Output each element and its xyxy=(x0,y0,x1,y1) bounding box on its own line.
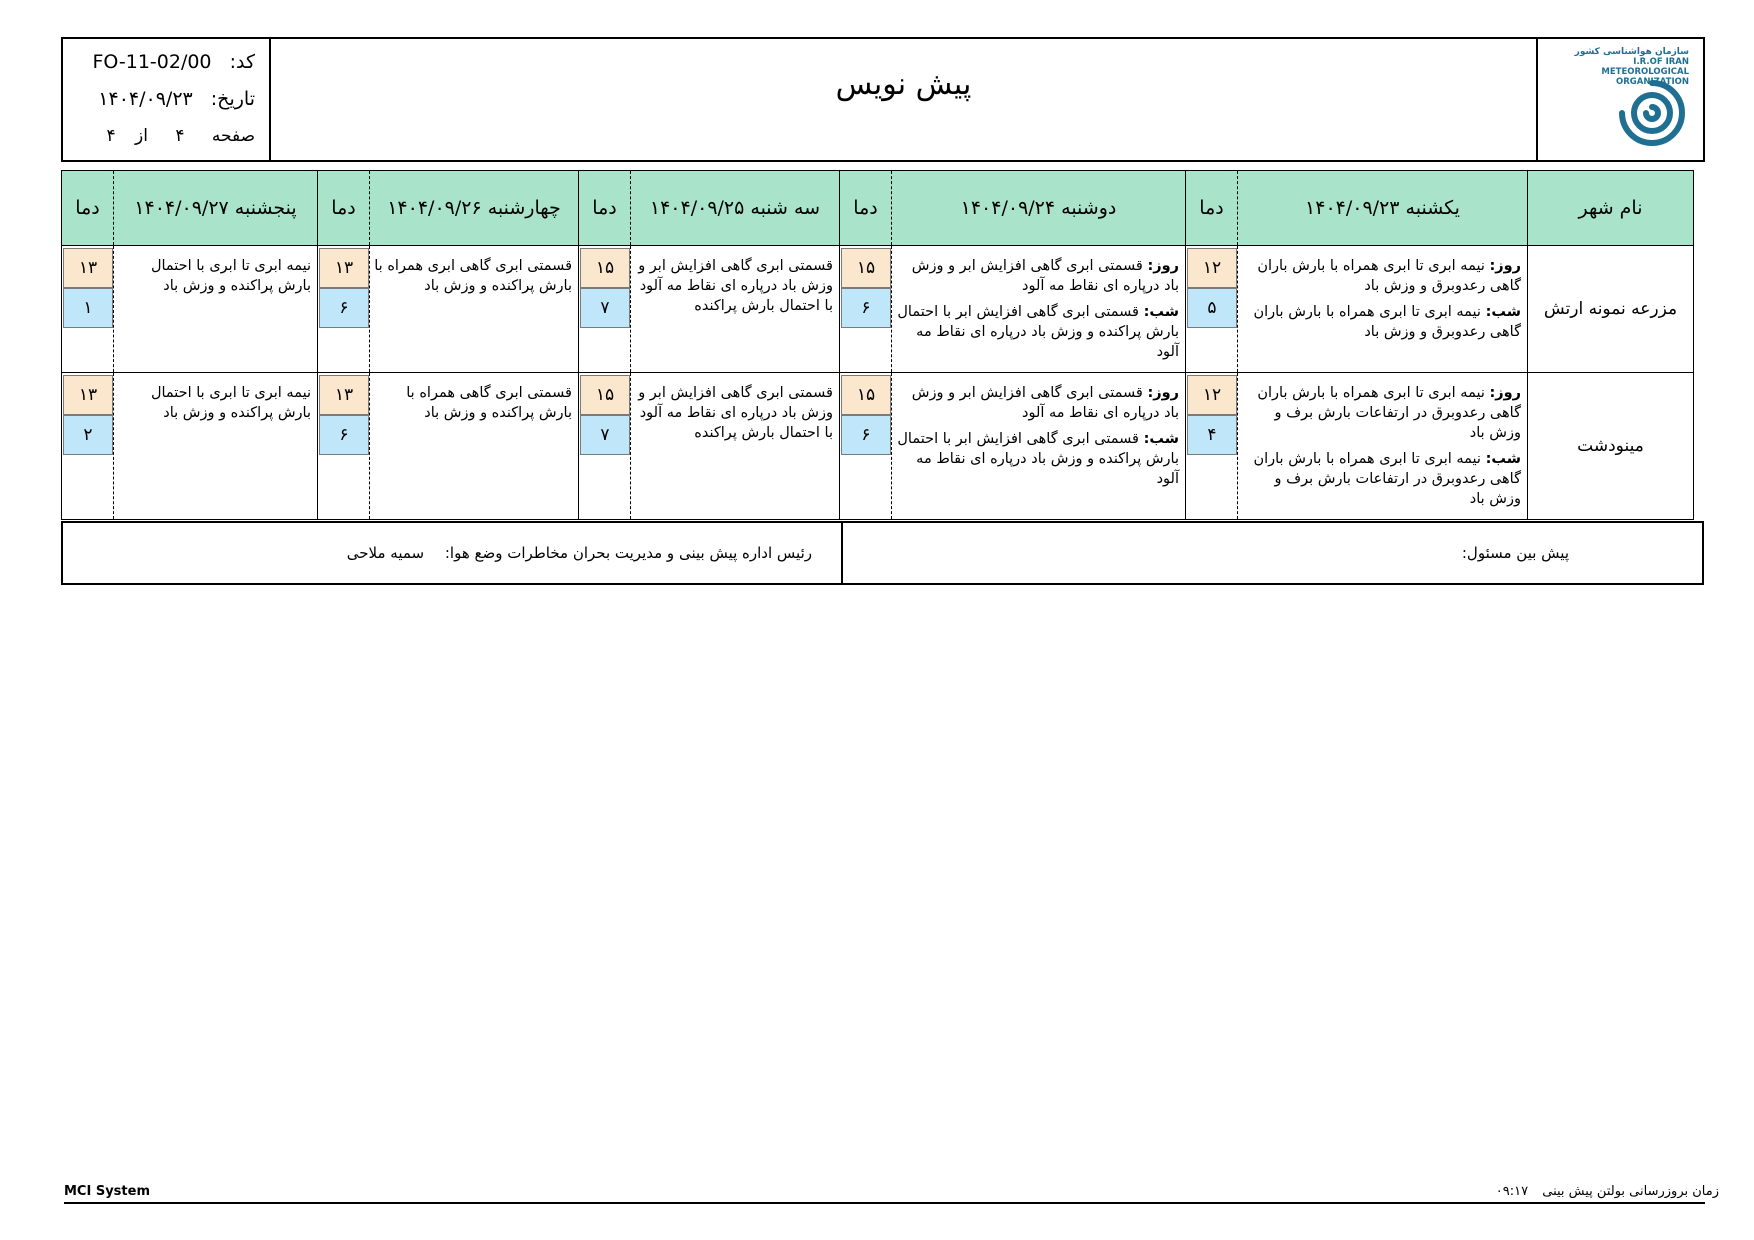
city-name: مزرعه نمونه ارتش xyxy=(1528,246,1694,373)
forecast-text: نیمه ابری تا ابری با احتمال بارش پراکنده و وزش باد xyxy=(150,258,311,294)
page-title: پیش نویس xyxy=(835,67,972,102)
code-label: کد: xyxy=(229,51,255,73)
temperature-cell xyxy=(840,246,892,373)
logo-line1: I.R.OF IRAN xyxy=(1633,57,1689,67)
max-temp: ۱۵ xyxy=(580,248,630,288)
min-temp: ۶ xyxy=(841,288,891,328)
min-temp: ۷ xyxy=(580,415,630,455)
max-temp: ۱۲ xyxy=(1187,248,1237,288)
day-label: روز: xyxy=(1489,258,1521,274)
max-temp: ۱۵ xyxy=(580,375,630,415)
table-row xyxy=(62,246,1694,373)
temp-header-5: دما xyxy=(62,171,114,246)
forecast-text: قسمتی ابری گاهی ابری همراه با بارش پراکنده و وزش باد xyxy=(374,258,572,294)
date-value: ۱۴۰۴/۰۹/۲۳ xyxy=(98,88,193,110)
city-name: مینودشت xyxy=(1528,373,1694,520)
forecast-text: قسمتی ابری گاهی همراه با بارش پراکنده و وزش باد xyxy=(406,385,572,421)
forecast-text: نیمه ابری تا ابری با احتمال بارش پراکنده و وزش باد xyxy=(150,385,311,421)
temperature-cell xyxy=(1186,246,1238,373)
document-header xyxy=(61,37,1705,162)
min-temp: ۴ xyxy=(1187,415,1237,455)
min-temp: ۵ xyxy=(1187,288,1237,328)
document-meta xyxy=(63,39,271,160)
day-label: روز: xyxy=(1147,385,1179,401)
update-time-line xyxy=(1496,1184,1719,1199)
min-temp: ۲ xyxy=(63,415,113,455)
forecast-day-text: قسمتی ابری گاهی افزایش ابر و وزش باد درپاره ای نقاط مه آلود xyxy=(911,385,1179,421)
max-temp: ۱۳ xyxy=(63,248,113,288)
signature-divider xyxy=(841,523,843,583)
temperature-cell xyxy=(1186,373,1238,520)
max-temp: ۱۳ xyxy=(319,248,369,288)
min-temp: ۶ xyxy=(841,415,891,455)
forecast-day-text: نیمه ابری تا ابری همراه با بارش باران گاهی رعدوبرق و وزش باد xyxy=(1257,258,1521,294)
head-name: سمیه ملاحی xyxy=(346,544,425,562)
page-of: از xyxy=(134,126,148,146)
max-temp: ۱۵ xyxy=(841,375,891,415)
min-temp: ۱ xyxy=(63,288,113,328)
min-temp: ۷ xyxy=(580,288,630,328)
page-label: صفحه xyxy=(211,126,255,146)
temperature-cell xyxy=(579,373,631,520)
forecast-cell xyxy=(631,373,840,520)
logo-line2: METEOROLOGICAL xyxy=(1601,67,1689,77)
forecast-cell xyxy=(892,246,1186,373)
forecast-cell xyxy=(631,246,840,373)
update-label: زمان بروزرسانی بولتن پیش بینی xyxy=(1542,1184,1719,1199)
table-row xyxy=(62,373,1694,520)
temperature-cell xyxy=(318,246,370,373)
forecast-cell xyxy=(370,373,579,520)
min-temp: ۶ xyxy=(319,288,369,328)
head-label: رئیس اداره پیش بینی و مدیریت بحران مخاطرات وضع هوا: xyxy=(444,544,812,562)
organization-logo xyxy=(1536,39,1703,160)
logo-name-fa: سازمان هواشناسی کشور xyxy=(1574,47,1689,57)
day-header-4: چهارشنبه ۱۴۰۴/۰۹/۲۶ xyxy=(370,171,579,246)
forecast-night-text: قسمتی ابری گاهی افزایش ابر با احتمال بارش پراکنده و وزش باد درپاره ای نقاط مه آلود xyxy=(897,431,1179,487)
forecast-day-text: نیمه ابری تا ابری همراه با بارش باران گاهی رعدوبرق در ارتفاعات بارش برف و وزش باد xyxy=(1257,385,1521,441)
forecast-night-text: قسمتی ابری گاهی افزایش ابر با احتمال بارش پراکنده و وزش باد درپاره ای نقاط مه آلود xyxy=(897,304,1179,360)
temperature-cell xyxy=(62,373,114,520)
forecast-cell xyxy=(1238,373,1528,520)
temperature-cell xyxy=(579,246,631,373)
day-header-2: دوشنبه ۱۴۰۴/۰۹/۲۴ xyxy=(892,171,1186,246)
system-name: MCI System xyxy=(64,1184,150,1199)
day-label: روز: xyxy=(1489,385,1521,401)
forecast-table xyxy=(61,170,1694,520)
table-header-row xyxy=(62,171,1694,246)
date-line xyxy=(98,88,255,110)
forecast-cell xyxy=(1238,246,1528,373)
forecast-night-text: نیمه ابری تا ابری همراه با بارش باران گاهی رعدوبرق در ارتفاعات بارش برف و وزش باد xyxy=(1253,451,1521,507)
page-line xyxy=(106,126,255,146)
day-header-3: سه شنبه ۱۴۰۴/۰۹/۲۵ xyxy=(631,171,840,246)
code-value: FO-11-02/00 xyxy=(92,51,212,73)
temp-header-2: دما xyxy=(840,171,892,246)
page-total: ۴ xyxy=(106,126,116,146)
max-temp: ۱۵ xyxy=(841,248,891,288)
night-label: شب: xyxy=(1143,304,1179,320)
forecast-cell xyxy=(892,373,1186,520)
signature-box xyxy=(61,521,1704,585)
meteorology-spiral-icon xyxy=(1611,72,1693,154)
forecast-cell xyxy=(114,246,318,373)
date-label: تاریخ: xyxy=(210,88,255,110)
forecast-day-text: قسمتی ابری گاهی افزایش ابر و وزش باد درپاره ای نقاط مه آلود xyxy=(911,258,1179,294)
min-temp: ۶ xyxy=(319,415,369,455)
day-header-1: یکشنبه ۱۴۰۴/۰۹/۲۳ xyxy=(1238,171,1528,246)
logo-line3: ORGANIZATION xyxy=(1616,77,1689,87)
day-label: روز: xyxy=(1147,258,1179,274)
update-time: ۰۹:۱۷ xyxy=(1495,1184,1529,1199)
temperature-cell xyxy=(318,373,370,520)
forecast-text: قسمتی ابری گاهی افزایش ابر و وزش باد درپاره ای نقاط مه آلود با احتمال بارش پراکنده xyxy=(638,258,833,314)
forecaster-label: پیش بین مسئول: xyxy=(1461,544,1569,562)
head-signature xyxy=(347,544,812,562)
forecast-cell xyxy=(114,373,318,520)
forecast-night-text: نیمه ابری تا ابری همراه با بارش باران گاهی رعدوبرق و وزش باد xyxy=(1253,304,1521,340)
max-temp: ۱۲ xyxy=(1187,375,1237,415)
forecast-cell xyxy=(370,246,579,373)
night-label: شب: xyxy=(1485,304,1521,320)
forecast-text: قسمتی ابری گاهی افزایش ابر و وزش باد درپاره ای نقاط مه آلود با احتمال بارش پراکنده xyxy=(638,385,833,441)
temperature-cell xyxy=(840,373,892,520)
night-label: شب: xyxy=(1485,451,1521,467)
max-temp: ۱۳ xyxy=(319,375,369,415)
day-header-5: پنجشنبه ۱۴۰۴/۰۹/۲۷ xyxy=(114,171,318,246)
night-label: شب: xyxy=(1143,431,1179,447)
footer-rule xyxy=(64,1202,1705,1204)
code-line xyxy=(92,51,255,73)
temp-header-4: دما xyxy=(318,171,370,246)
temp-header-3: دما xyxy=(579,171,631,246)
max-temp: ۱۳ xyxy=(63,375,113,415)
city-column-header: نام شهر xyxy=(1528,171,1694,246)
temperature-cell xyxy=(62,246,114,373)
page-current: ۴ xyxy=(175,126,185,146)
temp-header-1: دما xyxy=(1186,171,1238,246)
